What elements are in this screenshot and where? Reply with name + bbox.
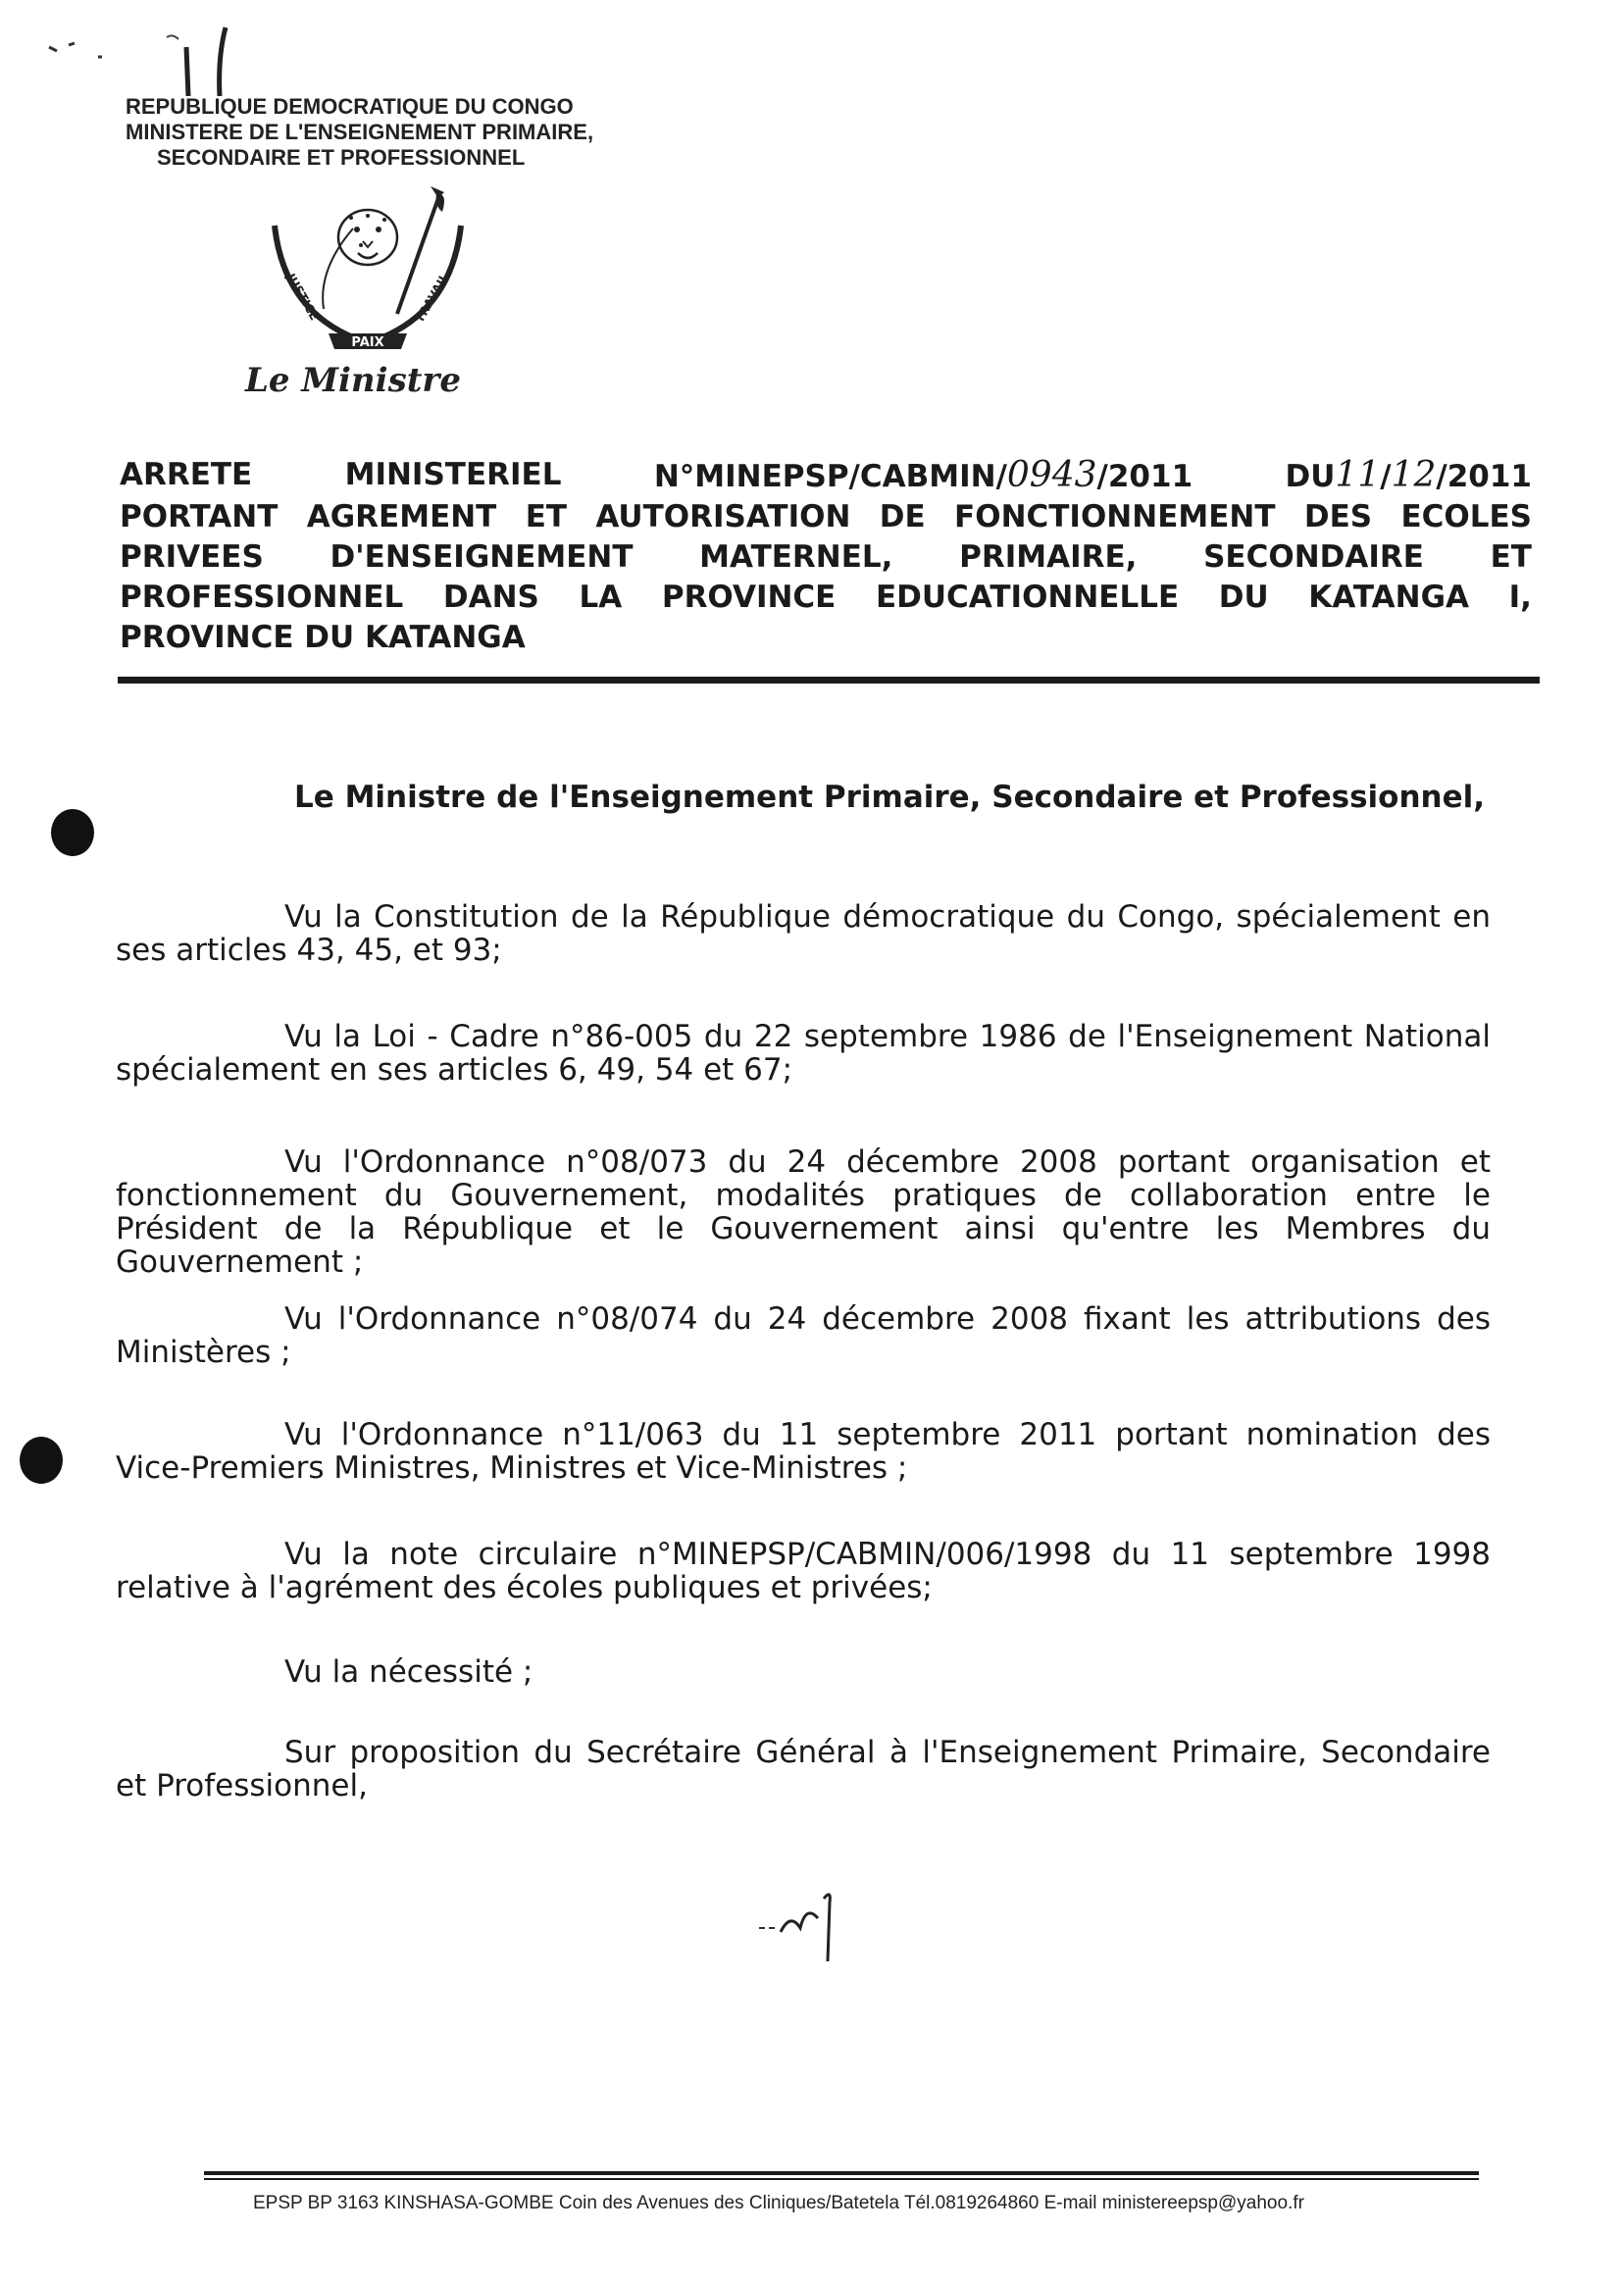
recital-paragraph: Sur proposition du Secrétaire Général à l'Enseignement Primaire, Secondaire et Professionnel,	[116, 1735, 1491, 1803]
recital-paragraph: Vu la Loi - Cadre n°86-005 du 22 septembre 1986 de l'Enseignement National spécialement en ses articles 6, 49, 54 et 67;	[116, 1019, 1491, 1088]
recital-paragraph: Vu l'Ordonnance n°08/073 du 24 décembre 2008 portant organisation et fonctionnement du Gouvernement, modalités pratiques de collaboration entre le Président de la République et le Gouvernement ainsi qu'entre les Membres du Gouvernement ;	[116, 1144, 1491, 1280]
seal-motto-bottom: PAIX	[351, 335, 384, 350]
footer-divider	[204, 2171, 1479, 2175]
letterhead	[126, 94, 734, 171]
recital-paragraph: Vu l'Ordonnance n°08/074 du 24 décembre 2008 fixant les attributions des Ministères ;	[116, 1301, 1491, 1370]
recital-paragraph: Vu la Constitution de la République démocratique du Congo, spécialement en ses articles 43, 45, et 93;	[116, 899, 1491, 968]
handwritten-initials-icon	[755, 1883, 853, 1961]
letterhead-country: REPUBLIQUE DEMOCRATIQUE DU CONGO	[126, 94, 574, 119]
handwritten-decree-number: 0943	[1006, 455, 1097, 495]
title-divider	[118, 677, 1540, 684]
handwritten-day: 11	[1335, 455, 1381, 495]
title-row: ARRETE MINISTERIEL N°MINEPSP/CABMIN/0943/2011 DU11/12/2011	[120, 455, 1532, 495]
handwritten-month: 12	[1391, 455, 1437, 495]
decree-title	[120, 455, 1532, 658]
punch-hole-icon	[51, 809, 94, 856]
title-row: PORTANT AGREMENT ET AUTORISATION DE FONCTIONNEMENT DES ECOLES	[120, 499, 1532, 534]
punch-hole-icon	[20, 1437, 63, 1484]
recital-paragraph: Vu la note circulaire n°MINEPSP/CABMIN/006/1998 du 11 septembre 1998 relative à l'agrément des écoles publiques et privées;	[116, 1537, 1491, 1605]
title-row: PRIVEES D'ENSEIGNEMENT MATERNEL, PRIMAIRE, SECONDAIRE ET	[120, 539, 1532, 575]
minister-heading: Le Ministre de l'Enseignement Primaire, Secondaire et Professionnel,	[294, 780, 1486, 815]
title-row: PROVINCE DU KATANGA	[120, 620, 526, 655]
seal-motto-left: JUSTICE	[283, 271, 322, 323]
letterhead-ministry-cont: SECONDAIRE ET PROFESSIONNEL	[157, 145, 526, 170]
minister-signature-title: Le Ministre	[245, 361, 461, 400]
title-row: PROFESSIONNEL DANS LA PROVINCE EDUCATIONNELLE DU KATANGA I,	[120, 580, 1532, 615]
footer-divider	[204, 2178, 1479, 2180]
seal-motto-right: TRAVAIL	[412, 271, 452, 326]
handwritten-mark-icon	[39, 18, 255, 96]
letterhead-ministry: MINISTERE DE L'ENSEIGNEMENT PRIMAIRE,	[126, 120, 594, 144]
coat-of-arms-icon	[235, 186, 500, 382]
recital-paragraph: Vu la nécessité ;	[284, 1654, 533, 1690]
footer-address: EPSP BP 3163 KINSHASA-GOMBE Coin des Avenues des Cliniques/Batetela Tél.0819264860 E-mail ministereepsp@yahoo.fr	[253, 2193, 1304, 2213]
recital-paragraph: Vu l'Ordonnance n°11/063 du 11 septembre 2011 portant nomination des Vice-Premiers Ministres, Ministres et Vice-Ministres ;	[116, 1417, 1491, 1486]
